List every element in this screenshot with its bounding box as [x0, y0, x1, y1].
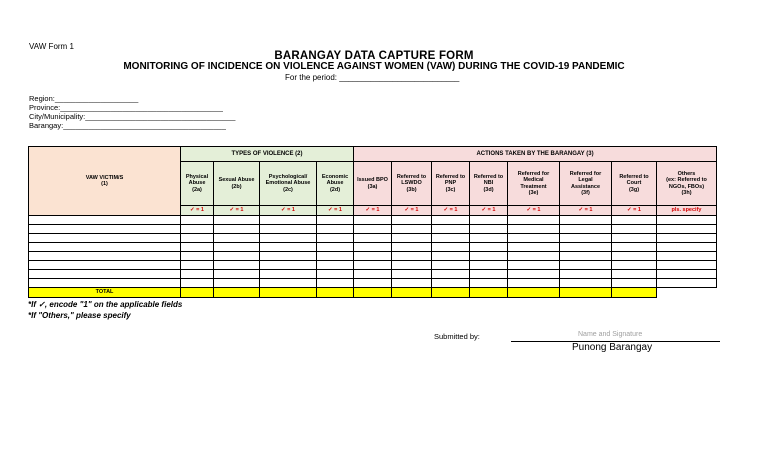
column-header: Sexual Abuse (2b) [214, 162, 260, 206]
table-row[interactable] [29, 270, 717, 279]
table-cell[interactable] [214, 261, 260, 270]
table-cell[interactable] [612, 261, 657, 270]
total-label: TOTAL [29, 288, 181, 298]
column-header: Referred to LSWDO (3b) [392, 162, 432, 206]
table-cell[interactable] [181, 225, 214, 234]
table-row[interactable] [29, 225, 717, 234]
table-cell[interactable] [612, 234, 657, 243]
table-cell[interactable] [470, 216, 508, 225]
table-cell[interactable] [260, 261, 317, 270]
table-row[interactable] [29, 234, 717, 243]
table-cell[interactable] [317, 270, 354, 279]
form-code: VAW Form 1 [29, 42, 74, 51]
table-cell[interactable] [260, 216, 317, 225]
table-cell[interactable] [317, 243, 354, 252]
table-cell[interactable] [612, 216, 657, 225]
total-cell[interactable] [432, 288, 470, 298]
table-cell[interactable] [612, 243, 657, 252]
table-cell[interactable] [354, 225, 392, 234]
table-cell[interactable] [354, 252, 392, 261]
table-cell[interactable] [392, 261, 432, 270]
checkmark-legend: ✓ = 1 [470, 206, 508, 216]
total-cell[interactable] [181, 288, 214, 298]
table-cell[interactable] [657, 243, 717, 252]
table-cell[interactable] [560, 279, 612, 288]
table-cell[interactable] [470, 234, 508, 243]
total-row [29, 288, 717, 298]
table-cell[interactable] [508, 243, 560, 252]
checkmark-legend: ✓ = 1 [354, 206, 392, 216]
vaw-table [28, 146, 717, 298]
table-cell[interactable] [392, 216, 432, 225]
table-cell[interactable] [560, 225, 612, 234]
name-signature-placeholder[interactable]: Name and Signature [578, 331, 643, 338]
table-cell[interactable] [214, 225, 260, 234]
table-cell[interactable] [560, 270, 612, 279]
table-cell[interactable] [29, 252, 181, 261]
table-cell[interactable] [657, 216, 717, 225]
table-cell[interactable] [214, 252, 260, 261]
table-cell[interactable] [181, 261, 214, 270]
table-cell[interactable] [214, 279, 260, 288]
table-cell[interactable] [354, 243, 392, 252]
province-field[interactable]: Province:_______________________________________ [29, 103, 223, 112]
table-cell[interactable] [470, 270, 508, 279]
total-cell[interactable] [508, 288, 560, 298]
column-header: Referred to PNP (3c) [432, 162, 470, 206]
checkmark-legend: ✓ = 1 [560, 206, 612, 216]
submitted-by-label: Submitted by: [434, 332, 480, 341]
table-cell[interactable] [317, 279, 354, 288]
table-cell[interactable] [317, 225, 354, 234]
column-header: Referred for Legal Assistance (3f) [560, 162, 612, 206]
form-title: BARANGAY DATA CAPTURE FORM [274, 50, 474, 62]
city-field[interactable]: City/Municipality:____________________________________ [29, 112, 236, 121]
table-cell[interactable] [560, 243, 612, 252]
table-cell[interactable] [392, 252, 432, 261]
checkmark-legend: ✓ = 1 [508, 206, 560, 216]
table-cell[interactable] [432, 279, 470, 288]
column-header: Others (ex: Referred to NGOs, FBOs) (3h) [657, 162, 717, 206]
table-cell[interactable] [508, 225, 560, 234]
checkmark-legend: pls. specify [657, 206, 717, 216]
table-cell[interactable] [432, 234, 470, 243]
table-cell[interactable] [214, 234, 260, 243]
table-cell[interactable] [317, 261, 354, 270]
barangay-field[interactable]: Barangay:_______________________________________ [29, 121, 226, 130]
types-of-violence-header: TYPES OF VIOLENCE (2) [181, 147, 354, 162]
table-cell[interactable] [29, 270, 181, 279]
table-cell[interactable] [470, 225, 508, 234]
total-cell[interactable] [260, 288, 317, 298]
table-cell[interactable] [354, 279, 392, 288]
table-cell[interactable] [508, 270, 560, 279]
table-cell[interactable] [657, 252, 717, 261]
table-cell[interactable] [432, 243, 470, 252]
table-cell[interactable] [392, 234, 432, 243]
table-cell[interactable] [260, 225, 317, 234]
column-header: Referred to NBI (3d) [470, 162, 508, 206]
table-cell[interactable] [354, 270, 392, 279]
period-field[interactable]: For the period: ___________________________ [285, 73, 460, 82]
table-cell[interactable] [612, 252, 657, 261]
table-cell[interactable] [470, 261, 508, 270]
total-cell[interactable] [470, 288, 508, 298]
table-cell[interactable] [354, 216, 392, 225]
table-cell[interactable] [214, 216, 260, 225]
table-cell[interactable] [181, 216, 214, 225]
table-cell[interactable] [181, 279, 214, 288]
total-cell[interactable] [392, 288, 432, 298]
table-cell[interactable] [29, 243, 181, 252]
table-cell[interactable] [470, 243, 508, 252]
table-cell[interactable] [260, 243, 317, 252]
table-cell[interactable] [29, 234, 181, 243]
total-cell [657, 288, 717, 298]
table-cell[interactable] [392, 270, 432, 279]
table-cell[interactable] [260, 252, 317, 261]
form-subtitle: MONITORING OF INCIDENCE ON VIOLENCE AGAINST WOMEN (VAW) DURING THE COVID-19 PANDEMIC [123, 61, 625, 72]
checkmark-legend: ✓ = 1 [317, 206, 354, 216]
checkmark-legend: ✓ = 1 [260, 206, 317, 216]
table-cell[interactable] [392, 279, 432, 288]
table-cell[interactable] [560, 216, 612, 225]
note-checkmark: *If ✓, encode "1" on the applicable fields [28, 300, 183, 309]
table-cell[interactable] [612, 225, 657, 234]
table-cell[interactable] [657, 225, 717, 234]
table-row[interactable] [29, 261, 717, 270]
actions-taken-header: ACTIONS TAKEN BY THE BARANGAY (3) [354, 147, 717, 162]
note-others: *If "Others," please specify [28, 311, 131, 320]
table-cell[interactable] [29, 225, 181, 234]
table-cell[interactable] [560, 234, 612, 243]
table-cell[interactable] [432, 225, 470, 234]
column-header: Psychological/ Emotional Abuse (2c) [260, 162, 317, 206]
table-row[interactable] [29, 279, 717, 288]
table-cell[interactable] [432, 261, 470, 270]
total-cell[interactable] [214, 288, 260, 298]
column-header: Issued BPO (3a) [354, 162, 392, 206]
table-cell[interactable] [260, 279, 317, 288]
checkmark-legend: ✓ = 1 [392, 206, 432, 216]
table-cell[interactable] [657, 279, 717, 288]
table-cell[interactable] [612, 279, 657, 288]
checkmark-legend: ✓ = 1 [612, 206, 657, 216]
table-cell[interactable] [508, 252, 560, 261]
victim-header: VAW VICTIM/S (1) [29, 147, 181, 216]
table-cell[interactable] [470, 252, 508, 261]
table-cell[interactable] [181, 243, 214, 252]
table-cell[interactable] [354, 261, 392, 270]
table-cell[interactable] [317, 252, 354, 261]
table-cell[interactable] [181, 270, 214, 279]
table-cell[interactable] [432, 252, 470, 261]
table-cell[interactable] [260, 270, 317, 279]
total-cell[interactable] [354, 288, 392, 298]
column-header: Referred for Medical Treatment (3e) [508, 162, 560, 206]
table-row[interactable] [29, 216, 717, 225]
table-cell[interactable] [508, 261, 560, 270]
column-header: Economic Abuse (2d) [317, 162, 354, 206]
total-cell[interactable] [560, 288, 612, 298]
data-rows[interactable] [29, 216, 717, 288]
table-cell[interactable] [432, 216, 470, 225]
checkmark-legend: ✓ = 1 [214, 206, 260, 216]
table-cell[interactable] [470, 279, 508, 288]
table-cell[interactable] [29, 279, 181, 288]
table-cell[interactable] [560, 252, 612, 261]
table-cell[interactable] [181, 252, 214, 261]
checkmark-legend: ✓ = 1 [181, 206, 214, 216]
table-cell[interactable] [508, 234, 560, 243]
table-cell[interactable] [29, 216, 181, 225]
table-cell[interactable] [392, 225, 432, 234]
table-cell[interactable] [432, 270, 470, 279]
table-cell[interactable] [657, 270, 717, 279]
checkmark-legend: ✓ = 1 [432, 206, 470, 216]
table-cell[interactable] [657, 261, 717, 270]
table-cell[interactable] [354, 234, 392, 243]
table-cell[interactable] [317, 234, 354, 243]
table-cell[interactable] [29, 261, 181, 270]
total-cell[interactable] [317, 288, 354, 298]
table-cell[interactable] [657, 234, 717, 243]
table-cell[interactable] [508, 279, 560, 288]
column-header: Physical Abuse (2a) [181, 162, 214, 206]
table-cell[interactable] [260, 234, 317, 243]
table-cell[interactable] [317, 216, 354, 225]
table-cell[interactable] [214, 243, 260, 252]
punong-barangay-label: Punong Barangay [572, 342, 653, 353]
table-cell[interactable] [508, 216, 560, 225]
table-cell[interactable] [181, 234, 214, 243]
table-cell[interactable] [560, 261, 612, 270]
region-field[interactable]: Region:____________________ [29, 94, 139, 103]
table-cell[interactable] [214, 270, 260, 279]
table-row[interactable] [29, 243, 717, 252]
table-row[interactable] [29, 252, 717, 261]
column-header: Referred to Court (3g) [612, 162, 657, 206]
table-cell[interactable] [392, 243, 432, 252]
table-cell[interactable] [612, 270, 657, 279]
total-cell[interactable] [612, 288, 657, 298]
